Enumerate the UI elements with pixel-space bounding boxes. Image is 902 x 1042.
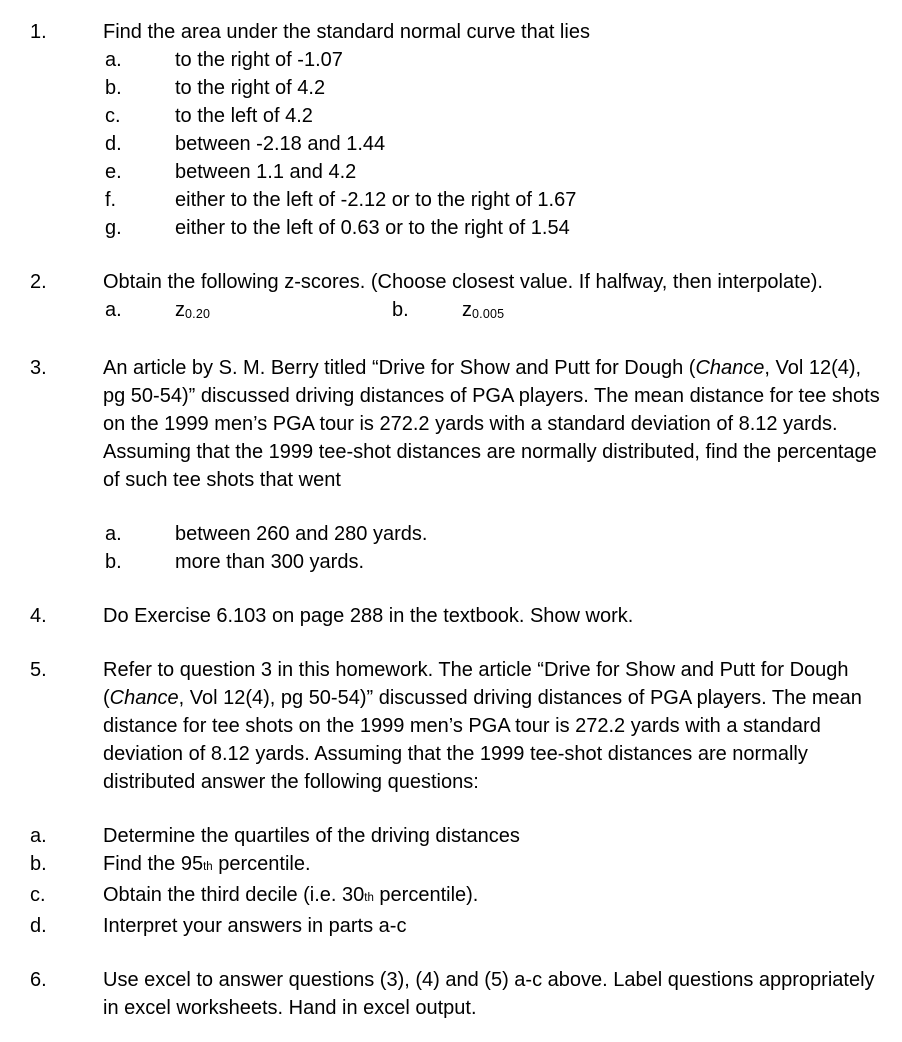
question-1-sublist-wrap: [30, 46, 886, 242]
question-2-header: [30, 268, 886, 296]
item-letter: g.: [105, 217, 122, 239]
question-6: [30, 966, 886, 1022]
question-4-header: [30, 602, 886, 630]
list-item: [30, 850, 886, 881]
item-text-run: Obtain the third decile (i.e. 30: [103, 884, 365, 906]
list-item: [103, 74, 886, 102]
question-text-run: An article by S. M. Berry titled “Drive for Show and Putt for Dough (: [103, 357, 696, 379]
item-text: [103, 881, 886, 912]
item-text-run: Find the 95: [103, 853, 204, 875]
item-letter: a.: [105, 523, 122, 545]
ordinal-suffix: th: [203, 861, 213, 873]
item-text: either to the left of -2.12 or to the right of 1.67: [175, 189, 577, 211]
item-letter: a.: [105, 299, 122, 321]
item-letter: b.: [105, 77, 122, 99]
item-letter: d.: [105, 133, 122, 155]
question-3-header: [30, 354, 886, 494]
question-2: [30, 268, 886, 328]
question-number: 6.: [30, 969, 47, 991]
zscore-row: [103, 296, 886, 328]
question-2-sublist: [103, 296, 886, 328]
item-text: more than 300 yards.: [175, 551, 364, 573]
question-5-sublist: [30, 822, 886, 940]
question-3-sublist: [103, 520, 886, 576]
z-symbol: z: [175, 299, 185, 321]
question-1-sublist: [103, 46, 886, 242]
question-4: [30, 602, 886, 630]
question-text-run: , Vol 12(4), pg 50-54)” discussed driving distances of PGA players. The mean distance for tee shots on the 1999 men’s PGA tour is 272.2 yards with a standard deviation of 8.12 yards. Assuming that the 1999 tee-shot distances are normally distributed, find the percentage of such tee shots that went: [103, 357, 880, 491]
list-item: [103, 214, 886, 242]
journal-name: Chance: [695, 357, 765, 379]
item-text: to the right of 4.2: [175, 77, 326, 99]
list-item: [103, 186, 886, 214]
question-text: Obtain the following z-scores. (Choose closest value. If halfway, then interpolate).: [103, 271, 823, 293]
question-text: Do Exercise 6.103 on page 288 in the textbook. Show work.: [103, 605, 634, 627]
ordinal-suffix: th: [364, 892, 374, 904]
question-number: 3.: [30, 357, 47, 379]
list-item: [103, 46, 886, 74]
item-letter: b.: [30, 853, 47, 875]
item-text: either to the left of 0.63 or to the right of 1.54: [175, 217, 570, 239]
item-letter: a.: [105, 49, 122, 71]
question-3: [30, 354, 886, 576]
list-item: [30, 881, 886, 912]
question-text: Use excel to answer questions (3), (4) and (5) a-c above. Label questions appropriately in excel worksheets. Hand in excel output.: [103, 969, 875, 1019]
item-letter: a.: [30, 825, 47, 847]
item-letter: b.: [392, 299, 409, 321]
item-text-run: percentile).: [373, 884, 479, 906]
item-text-run: percentile.: [212, 853, 311, 875]
list-item: [103, 130, 886, 158]
z-subscript: 0.20: [185, 307, 211, 321]
item-letter: f.: [105, 189, 117, 211]
item-text: to the left of 4.2: [175, 105, 313, 127]
list-item: [103, 158, 886, 186]
list-item: [30, 912, 886, 940]
item-letter: c.: [105, 105, 121, 127]
question-number: 2.: [30, 271, 47, 293]
item-letter: e.: [105, 161, 122, 183]
item-text: [103, 850, 886, 881]
z-subscript: 0.005: [472, 307, 505, 321]
question-text: [103, 354, 886, 494]
question-number: 1.: [30, 21, 47, 43]
question-number: 5.: [30, 659, 47, 681]
question-1-header: [30, 18, 886, 46]
journal-name: Chance: [109, 687, 179, 709]
z-symbol: z: [462, 299, 472, 321]
item-text: between 260 and 280 yards.: [175, 523, 428, 545]
question-1: [30, 18, 886, 242]
zscore-value: [462, 296, 677, 328]
zscore-value: [175, 296, 390, 328]
item-letter: b.: [105, 551, 122, 573]
list-item: [103, 520, 886, 548]
question-text-run: , Vol 12(4), pg 50-54)” discussed driving distances of PGA players. The mean distance for tee shots on the 1999 men’s PGA tour is 272.2 yards with a standard deviation of 8.12 yards. Assuming that the 1999 tee-shot distances are normally distributed answer the following questions:: [103, 687, 862, 793]
item-text: Interpret your answers in parts a-c: [103, 915, 407, 937]
question-number: 4.: [30, 605, 47, 627]
question-5-header: [30, 656, 886, 796]
item-letter: c.: [30, 884, 46, 906]
question-5: [30, 656, 886, 796]
question-text-run: Refer to question 3 in this homework. The article “Drive for Show and Putt for Dough (: [103, 659, 849, 709]
item-text: to the right of -1.07: [175, 49, 343, 71]
list-item: [103, 548, 886, 576]
list-item: [30, 822, 886, 850]
item-letter: d.: [30, 915, 47, 937]
item-text: between -2.18 and 1.44: [175, 133, 386, 155]
question-2-sublist-wrap: [30, 296, 886, 328]
question-text: [103, 656, 886, 796]
item-text: Determine the quartiles of the driving distances: [103, 825, 520, 847]
list-item: [103, 102, 886, 130]
question-6-header: [30, 966, 886, 1022]
item-text: between 1.1 and 4.2: [175, 161, 357, 183]
question-text: Find the area under the standard normal curve that lies: [103, 21, 590, 43]
question-3-sublist-wrap: [30, 494, 886, 576]
